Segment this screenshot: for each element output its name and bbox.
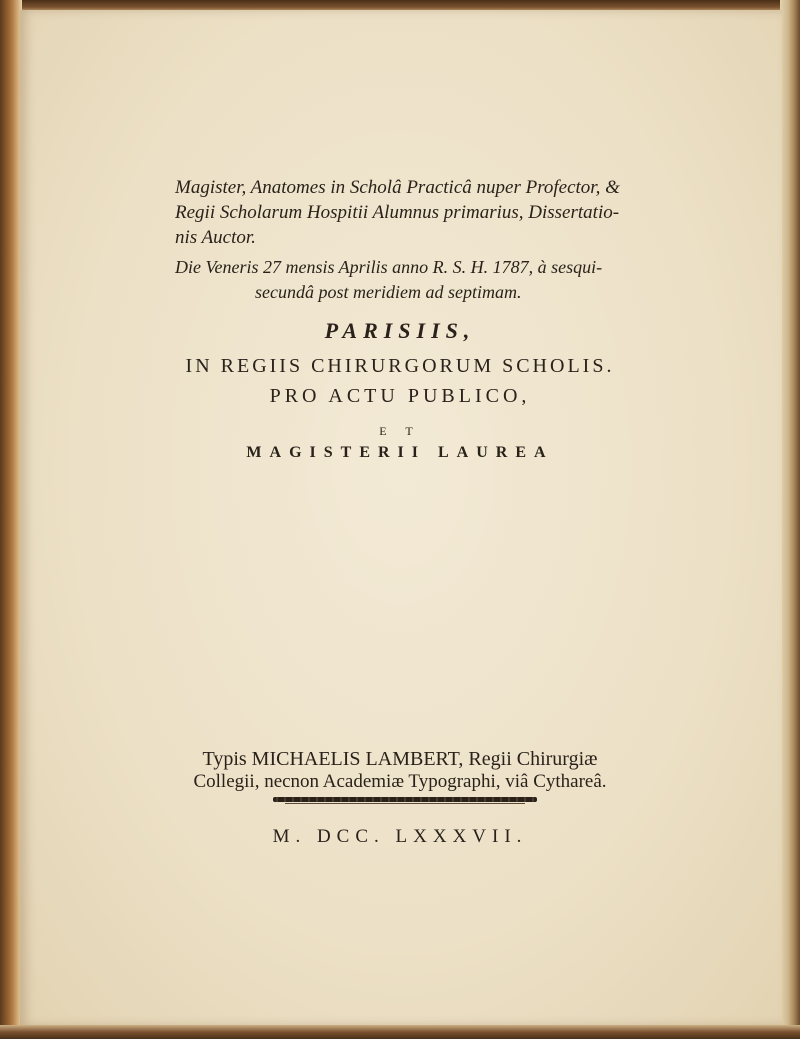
date-line-2: secundâ post meridiem ad septimam.: [255, 282, 522, 302]
degree: MAGISTERII LAUREA: [246, 444, 554, 461]
public-act: PRO ACTU PUBLICO,: [269, 385, 531, 407]
conjunction: E T: [379, 424, 421, 438]
fine-rule: [285, 803, 525, 804]
page-fore-edge: [780, 0, 800, 1039]
printer-line-1: Typis MICHAELIS LAMBERT, Regii Chirurgiæ: [202, 748, 598, 770]
publication-year: M. DCC. LXXXVII.: [272, 826, 528, 847]
ornamental-rule: [273, 797, 537, 802]
book-spine: [0, 0, 22, 1039]
date-line-1: Die Veneris 27 mensis Aprilis anno R. S. H. 1787, à sesqui-: [175, 257, 603, 277]
city-name: PARISIIS,: [324, 318, 476, 343]
intro-line-1: Magister, Anatomes in Scholâ Practicâ nuper Profector, &: [175, 177, 620, 198]
printer-line-2: Collegii, necnon Academiæ Typographi, viâ Cythareâ.: [193, 771, 607, 792]
intro-line-2: Regii Scholarum Hospitii Alumnus primarius, Dissertatio-: [175, 202, 620, 223]
venue: IN REGIIS CHIRURGORUM SCHOLIS.: [185, 355, 615, 377]
intro-line-3: nis Auctor.: [175, 227, 256, 248]
title-page-paper: [20, 10, 782, 1026]
book-bottom-edge: [0, 1025, 800, 1039]
